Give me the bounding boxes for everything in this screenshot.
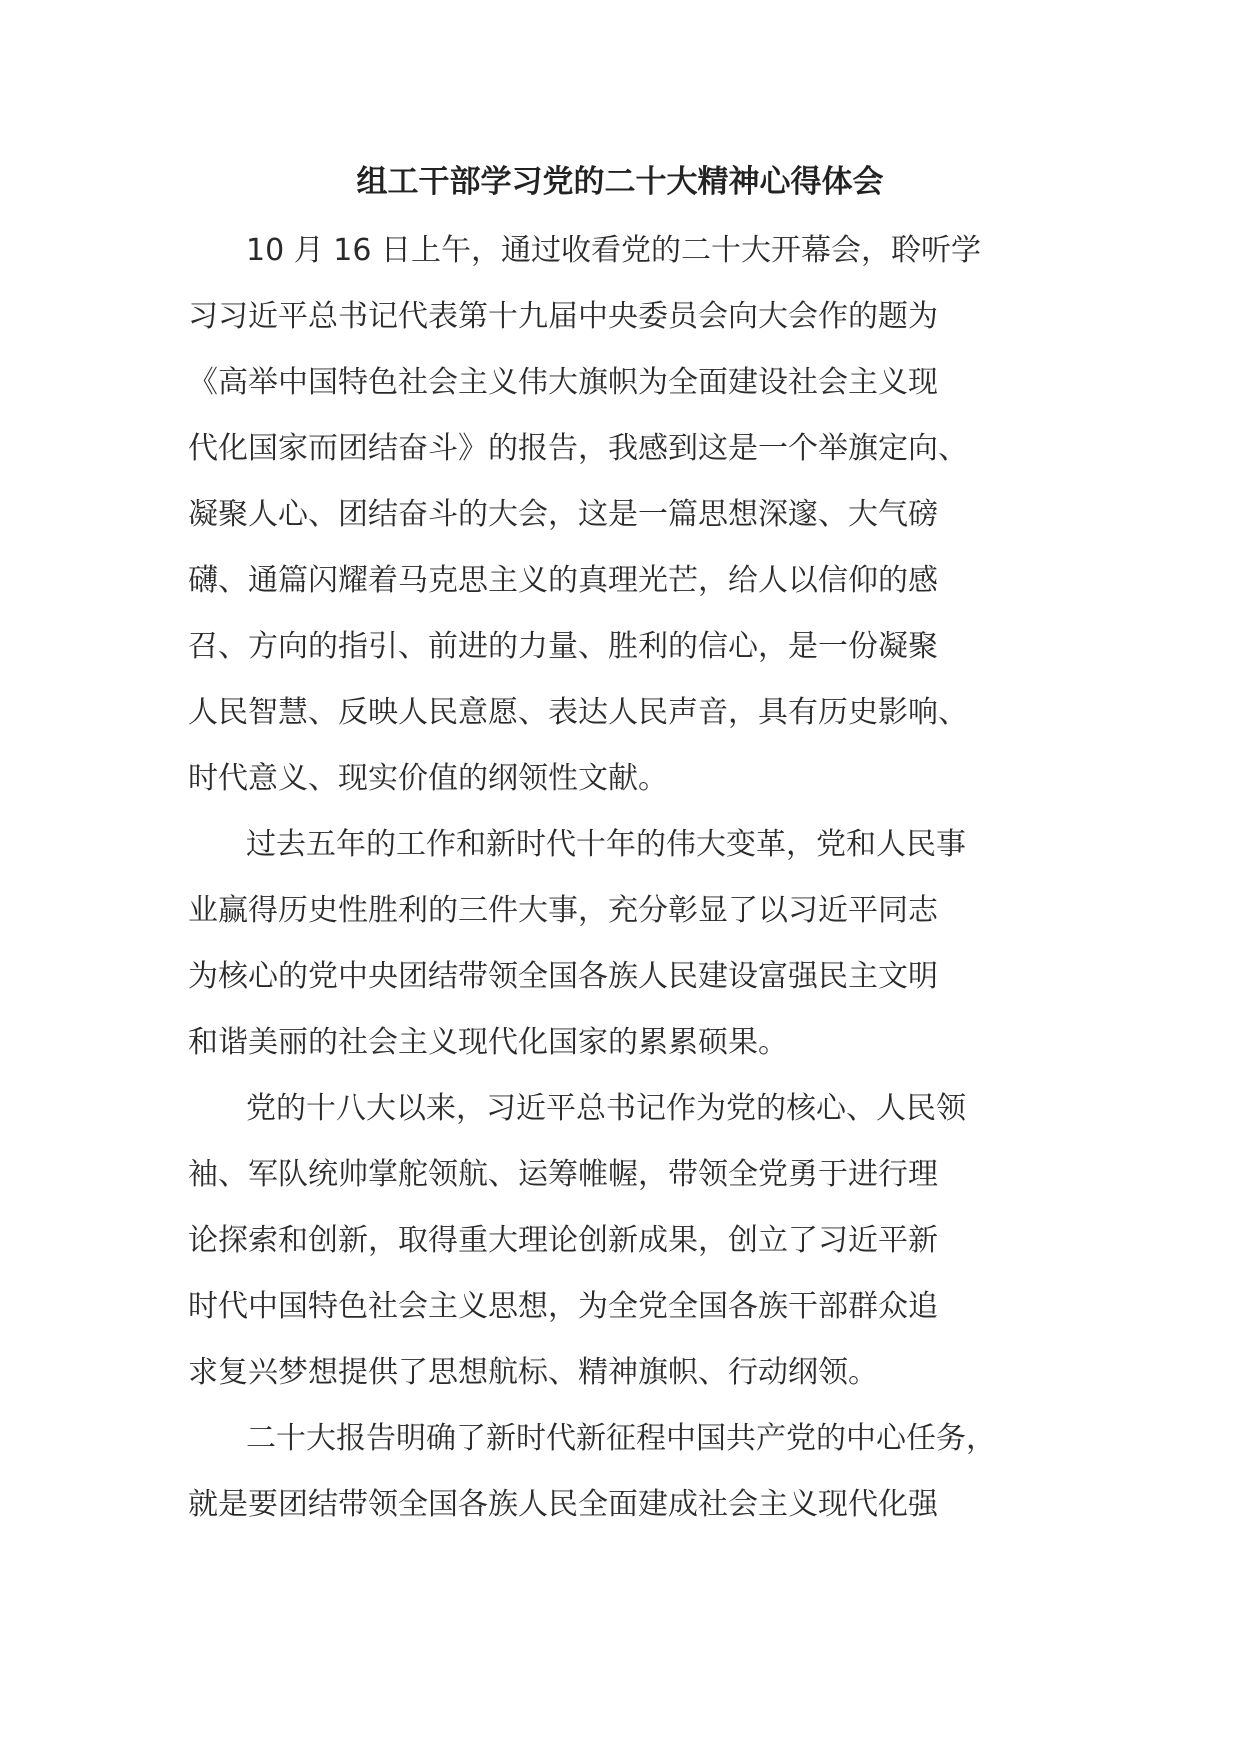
paragraph-line: 召、方向的指引、前进的力量、胜利的信心，是一份凝聚: [188, 629, 938, 664]
paragraph-line: 时代意义、现实价值的纲领性文献。: [188, 761, 668, 796]
paragraph-line: 礴、通篇闪耀着马克思主义的真理光芒，给人以信仰的感: [188, 563, 938, 598]
paragraph-line: 《高举中国特色社会主义伟大旗帜为全面建设社会主义现: [188, 365, 938, 400]
paragraph-line: 过去五年的工作和新时代十年的伟大变革，党和人民事: [246, 827, 966, 862]
paragraph-line: 人民智慧、反映人民意愿、表达人民声音，具有历史影响、: [188, 695, 968, 730]
document-body: [188, 226, 1078, 1546]
paragraph-line: 业赢得历史性胜利的三件大事，充分彰显了以习近平同志: [188, 893, 938, 928]
paragraph-line: 论探索和创新，取得重大理论创新成果，创立了习近平新: [188, 1223, 938, 1258]
document-title: 组工干部学习党的二十大精神心得体会: [356, 164, 884, 200]
paragraph-line: 就是要团结带领全国各族人民全面建成社会主义现代化强: [188, 1487, 938, 1522]
paragraph-line: 为核心的党中央团结带领全国各族人民建设富强民主文明: [188, 959, 938, 994]
paragraph-line: 习习近平总书记代表第十九届中央委员会向大会作的题为: [188, 299, 938, 334]
paragraph-line: 党的十八大以来，习近平总书记作为党的核心、人民领: [246, 1091, 966, 1126]
paragraph-line: 10 月 16 日上午，通过收看党的二十大开幕会，聆听学: [246, 233, 981, 268]
paragraph-line: 求复兴梦想提供了思想航标、精神旗帜、行动纲领。: [188, 1355, 878, 1390]
paragraph-line: 凝聚人心、团结奋斗的大会，这是一篇思想深邃、大气磅: [188, 497, 938, 532]
paragraph-line: 二十大报告明确了新时代新征程中国共产党的中心任务，: [246, 1421, 996, 1456]
paragraph-line: 时代中国特色社会主义思想，为全党全国各族干部群众追: [188, 1289, 938, 1324]
paragraph-line: 和谐美丽的社会主义现代化国家的累累硕果。: [188, 1025, 788, 1060]
paragraph-line: 袖、军队统帅掌舵领航、运筹帷幄，带领全党勇于进行理: [188, 1157, 938, 1192]
paragraph-line: 代化国家而团结奋斗》的报告，我感到这是一个举旗定向、: [188, 431, 968, 466]
